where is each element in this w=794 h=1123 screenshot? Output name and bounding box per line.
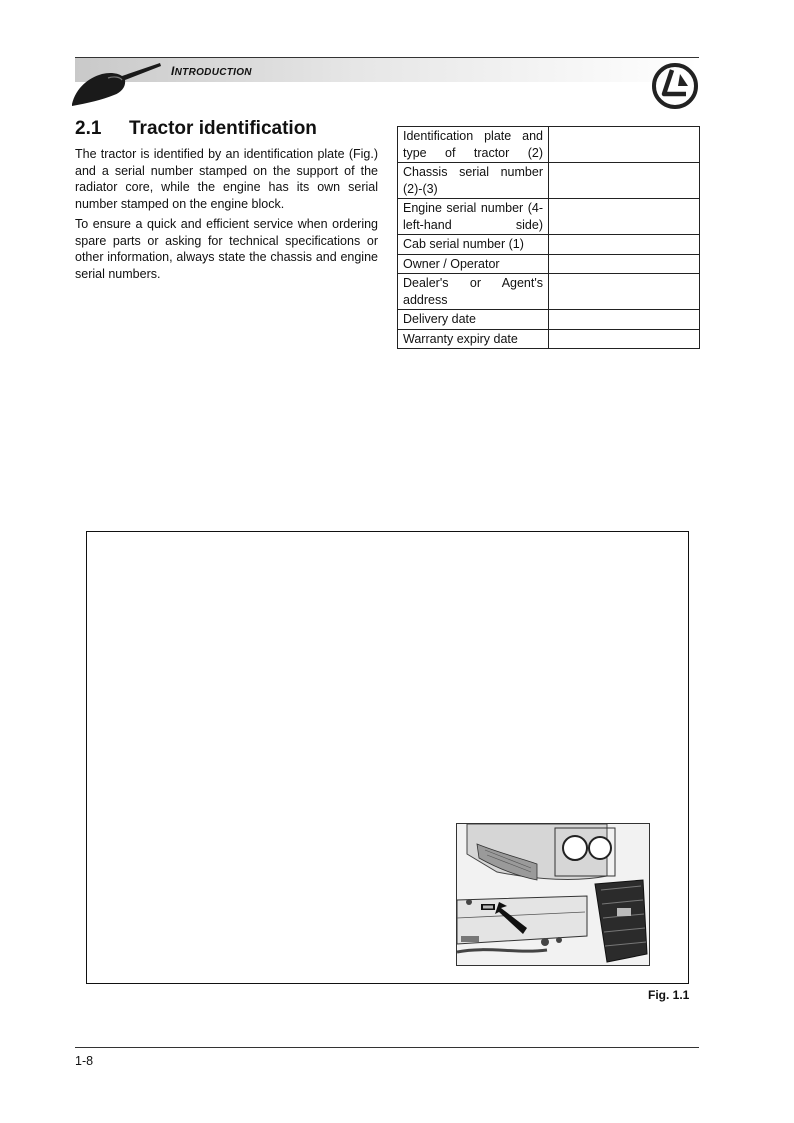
section-heading: [75, 118, 317, 140]
row-label: Engine serial number (4-left-hand side): [398, 199, 549, 235]
row-label: Identification plate and type of tractor (2): [398, 127, 549, 163]
figure-caption: Fig. 1.1: [648, 988, 690, 1002]
table-row: [398, 163, 700, 199]
brand-logo-icon: [650, 60, 702, 112]
header-band: [75, 58, 699, 82]
row-value: [549, 235, 700, 255]
header-section-title: INTRODUCTION: [171, 64, 252, 78]
hand-pointer-icon: [70, 60, 165, 110]
row-value: [549, 163, 700, 199]
row-value: [549, 310, 700, 330]
section-number: 2.1: [75, 118, 102, 139]
service-paragraph: To ensure a quick and efficient service when ordering spare parts or asking for technical specifications or other information, always state the chassis and engine serial numbers.: [75, 217, 378, 281]
row-label: Warranty expiry date: [398, 329, 549, 349]
table-row: [398, 310, 700, 330]
row-value: [549, 329, 700, 349]
identification-table: [397, 126, 700, 349]
row-label: Dealer's or Agent's address: [398, 274, 549, 310]
table-row: [398, 254, 700, 274]
section-title: Tractor identification: [129, 118, 317, 139]
row-value: [549, 127, 700, 163]
footer-rule: [75, 1047, 699, 1048]
row-label: Chassis serial number (2)-(3): [398, 163, 549, 199]
row-value: [549, 254, 700, 274]
row-value: [549, 274, 700, 310]
row-label: Owner / Operator: [398, 254, 549, 274]
table-row: [398, 274, 700, 310]
tractor-identification-photo: [456, 823, 650, 966]
table-row: [398, 199, 700, 235]
row-value: [549, 199, 700, 235]
table-row: [398, 235, 700, 255]
page-number: 1-8: [75, 1054, 94, 1068]
row-label: Cab serial number (1): [398, 235, 549, 255]
row-label: Delivery date: [398, 310, 549, 330]
table-row: [398, 127, 700, 163]
intro-paragraph: The tractor is identified by an identification plate (Fig.) and a serial number stamped on the support of the radiator core, while the engine has its own serial number stamped on the engine block.: [75, 147, 378, 211]
table-row: [398, 329, 700, 349]
